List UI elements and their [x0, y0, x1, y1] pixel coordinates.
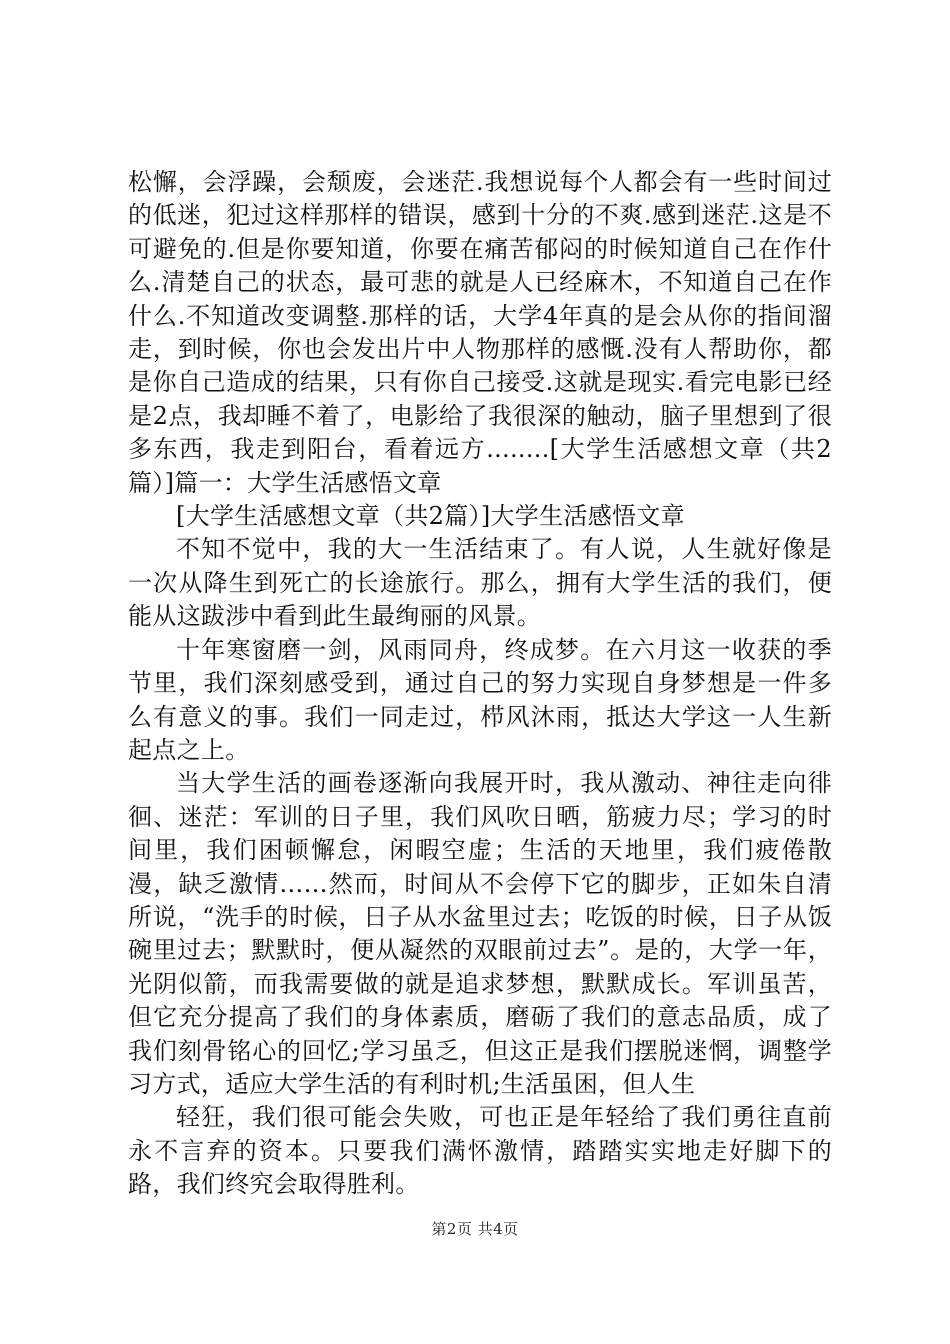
page-number-footer: 第2页 共4页: [431, 1220, 519, 1238]
paragraph-article-title: [大学生活感想文章（共2篇）]大学生活感悟文章: [176, 502, 685, 531]
paragraph-intro: 不知不觉中，我的大一生活结束了。有人说，人生就好像是一次从降生到死亡的长途旅行。那么，拥有大学生活的我们，便能从这跋涉中看到此生最绚丽的风景。: [128, 535, 832, 631]
paragraph-conclusion: 轻狂，我们很可能会失败，可也正是年轻给了我们勇往直前永不言弃的资本。只要我们满怀激情，踏踏实实地走好脚下的路，我们终究会取得胜利。: [128, 1103, 832, 1199]
paragraph-dream: 十年寒窗磨一剑，风雨同舟，终成梦。在六月这一收获的季节里，我们深刻感受到，通过自己的努力实现自身梦想是一件多么有意义的事。我们一同走过，栉风沐雨，抵达大学这一人生新起点之上。: [128, 635, 832, 764]
paragraph-college-life: 当大学生活的画卷逐渐向我展开时，我从激动、神往走向徘徊、迷茫：军训的日子里，我们风吹日晒，筋疲力尽；学习的时间里，我们困顿懈怠，闲暇空虚；生活的天地里，我们疲倦散漫，缺乏激情……然而，时间从不会停下它的脚步，正如朱自清所说，“洗手的时候，日子从水盆里过去；吃饭的时候，日子从饭碗里过去；默默时，便从凝然的双眼前过去”。是的，大学一年，光阴似箭，而我需要做的就是追求梦想，默默成长。军训虽苦，但它充分提高了我们的身体素质，磨砺了我们的意志品质，成了我们刻骨铭心的回忆;学习虽乏，但这正是我们摆脱迷惘，调整学习方式，适应大学生活的有利时机;生活虽困，但人生: [128, 769, 832, 1098]
document-body: [128, 166, 832, 1202]
paragraph-continuation: 松懈，会浮躁，会颓废，会迷茫.我想说每个人都会有一些时间过的低迷，犯过这样那样的错误，感到十分的不爽.感到迷茫.这是不可避免的.但是你要知道，你要在痛苦郁闷的时候知道自己在作什么.清楚自己的状态，最可悲的就是人已经麻木，不知道自己在作什么.不知道改变调整.那样的话，大学4年真的是会从你的指间溜走，到时候，你也会发出片中人物那样的感慨.没有人帮助你，都是你自己造成的结果，只有你自己接受.这就是现实.看完电影已经是2点，我却睡不着了，电影给了我很深的触动，脑子里想到了很多东西，我走到阳台，看着远方........[大学生活感想文章（共2篇）]篇一：大学生活感悟文章: [128, 168, 832, 497]
